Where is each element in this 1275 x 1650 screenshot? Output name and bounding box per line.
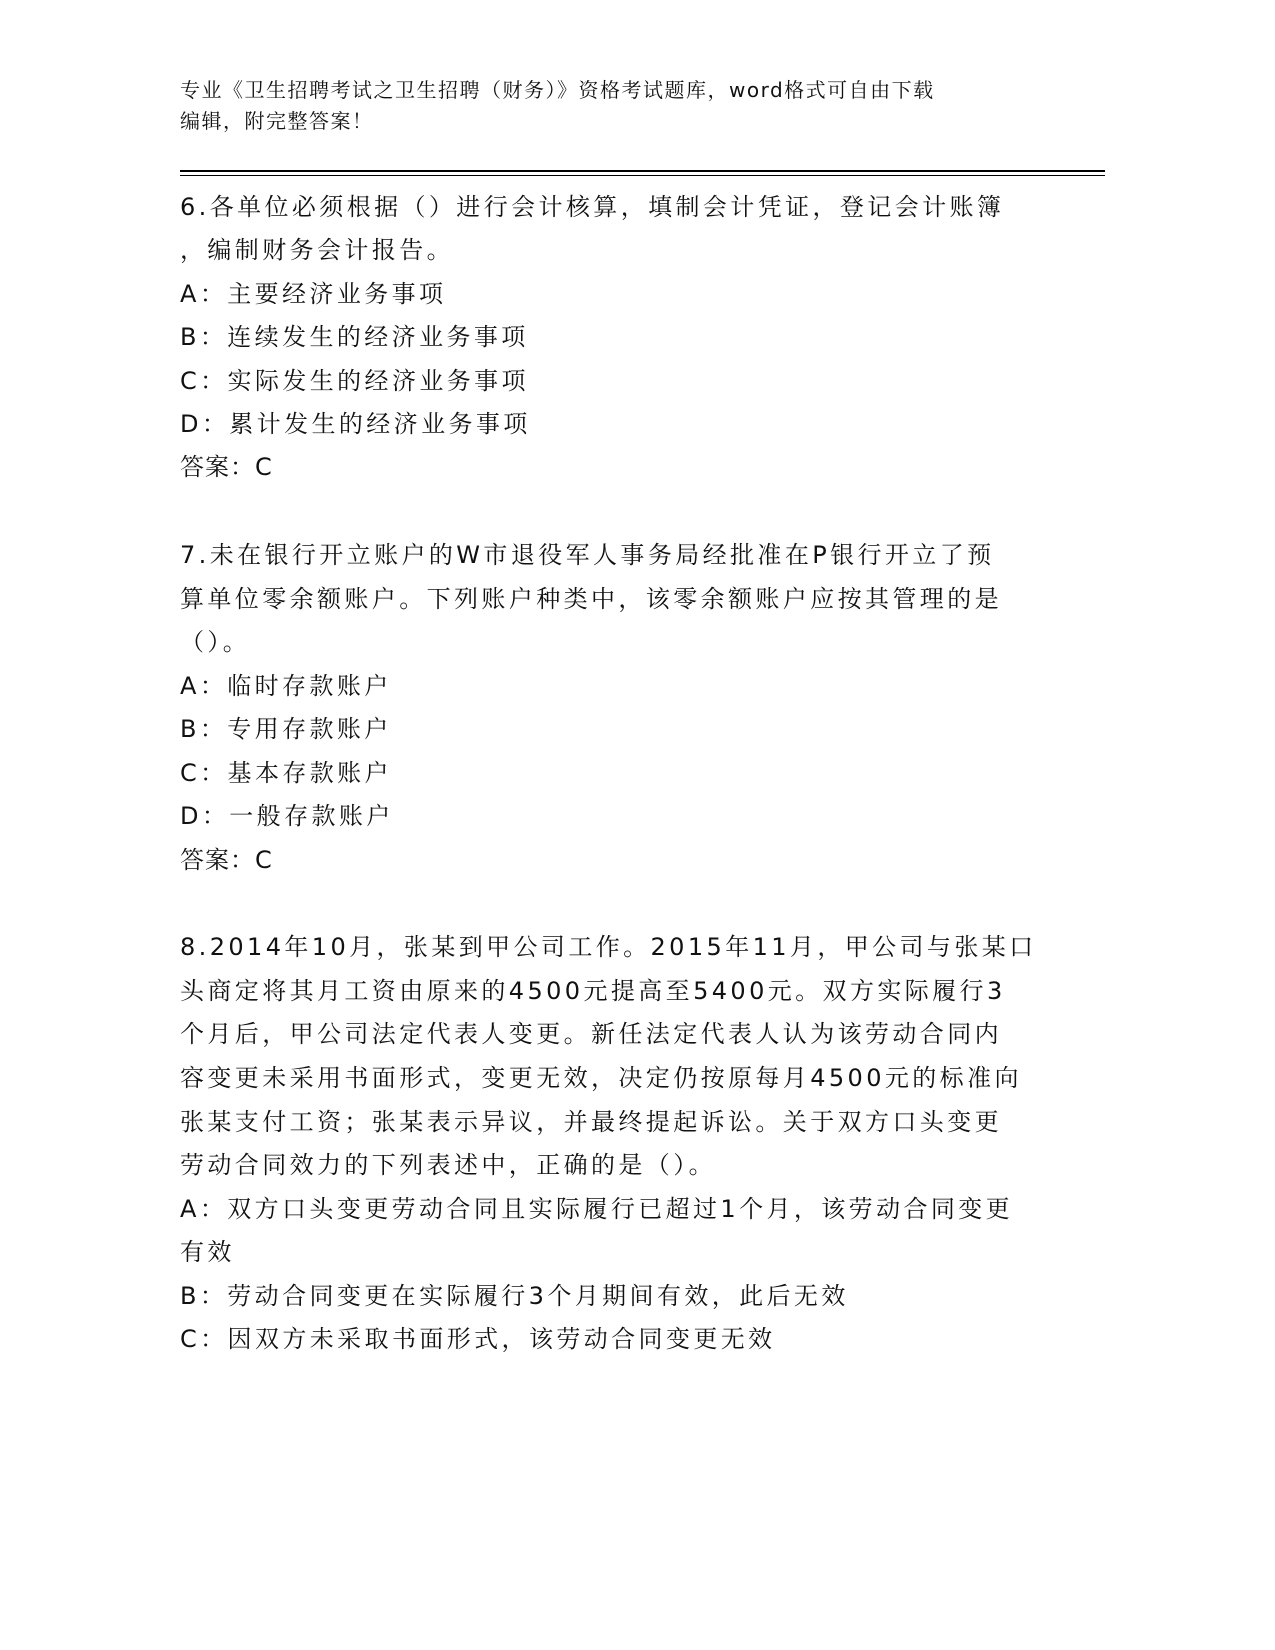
- option: D：一般存款账户: [180, 802, 394, 830]
- question-text: 6.各单位必须根据（）进行会计核算，填制会计凭证，登记会计账簿: [180, 193, 1005, 221]
- option: C：基本存款账户: [180, 759, 392, 787]
- answer: 答案：C: [180, 453, 273, 481]
- option: B：劳动合同变更在实际履行3个月期间有效，此后无效: [180, 1282, 849, 1310]
- option: B：专用存款账户: [180, 715, 392, 743]
- divider-top: [180, 170, 1105, 172]
- option: A：临时存款账户: [180, 672, 392, 700]
- question-text: 头商定将其月工资由原来的4500元提高至5400元。双方实际履行3: [180, 977, 1006, 1005]
- question-text: ，编制财务会计报告。: [180, 236, 454, 264]
- header-line: 专业《卫生招聘考试之卫生招聘（财务）》资格考试题库，word格式可自由下载: [180, 78, 935, 102]
- divider-bottom: [180, 175, 1105, 176]
- option: D：累计发生的经济业务事项: [180, 410, 531, 438]
- question-text: 7.未在银行开立账户的W市退役军人事务局经批准在P银行开立了预: [180, 541, 995, 569]
- question-text: 个月后，甲公司法定代表人变更。新任法定代表人认为该劳动合同内: [180, 1020, 1002, 1048]
- question-text: （）。: [180, 628, 251, 656]
- question-text: 算单位零余额账户。下列账户种类中，该零余额账户应按其管理的是: [180, 585, 1002, 613]
- option: 有效: [180, 1238, 235, 1266]
- question-text: 劳动合同效力的下列表述中，正确的是（）。: [180, 1151, 716, 1179]
- option: C：因双方未采取书面形式，该劳动合同变更无效: [180, 1325, 776, 1353]
- answer: 答案：C: [180, 846, 273, 874]
- option: B：连续发生的经济业务事项: [180, 323, 529, 351]
- question-text: 容变更未采用书面形式，变更无效，决定仍按原每月4500元的标准向: [180, 1064, 1022, 1092]
- option: C：实际发生的经济业务事项: [180, 367, 529, 395]
- option: A：双方口头变更劳动合同且实际履行已超过1个月，该劳动合同变更: [180, 1195, 1014, 1223]
- option: A：主要经济业务事项: [180, 280, 447, 308]
- header-line: 编辑，附完整答案！: [180, 109, 374, 133]
- question-text: 8.2014年10月，张某到甲公司工作。2015年11月，甲公司与张某口: [180, 933, 1037, 961]
- question-text: 张某支付工资；张某表示异议，并最终提起诉讼。关于双方口头变更: [180, 1108, 1002, 1136]
